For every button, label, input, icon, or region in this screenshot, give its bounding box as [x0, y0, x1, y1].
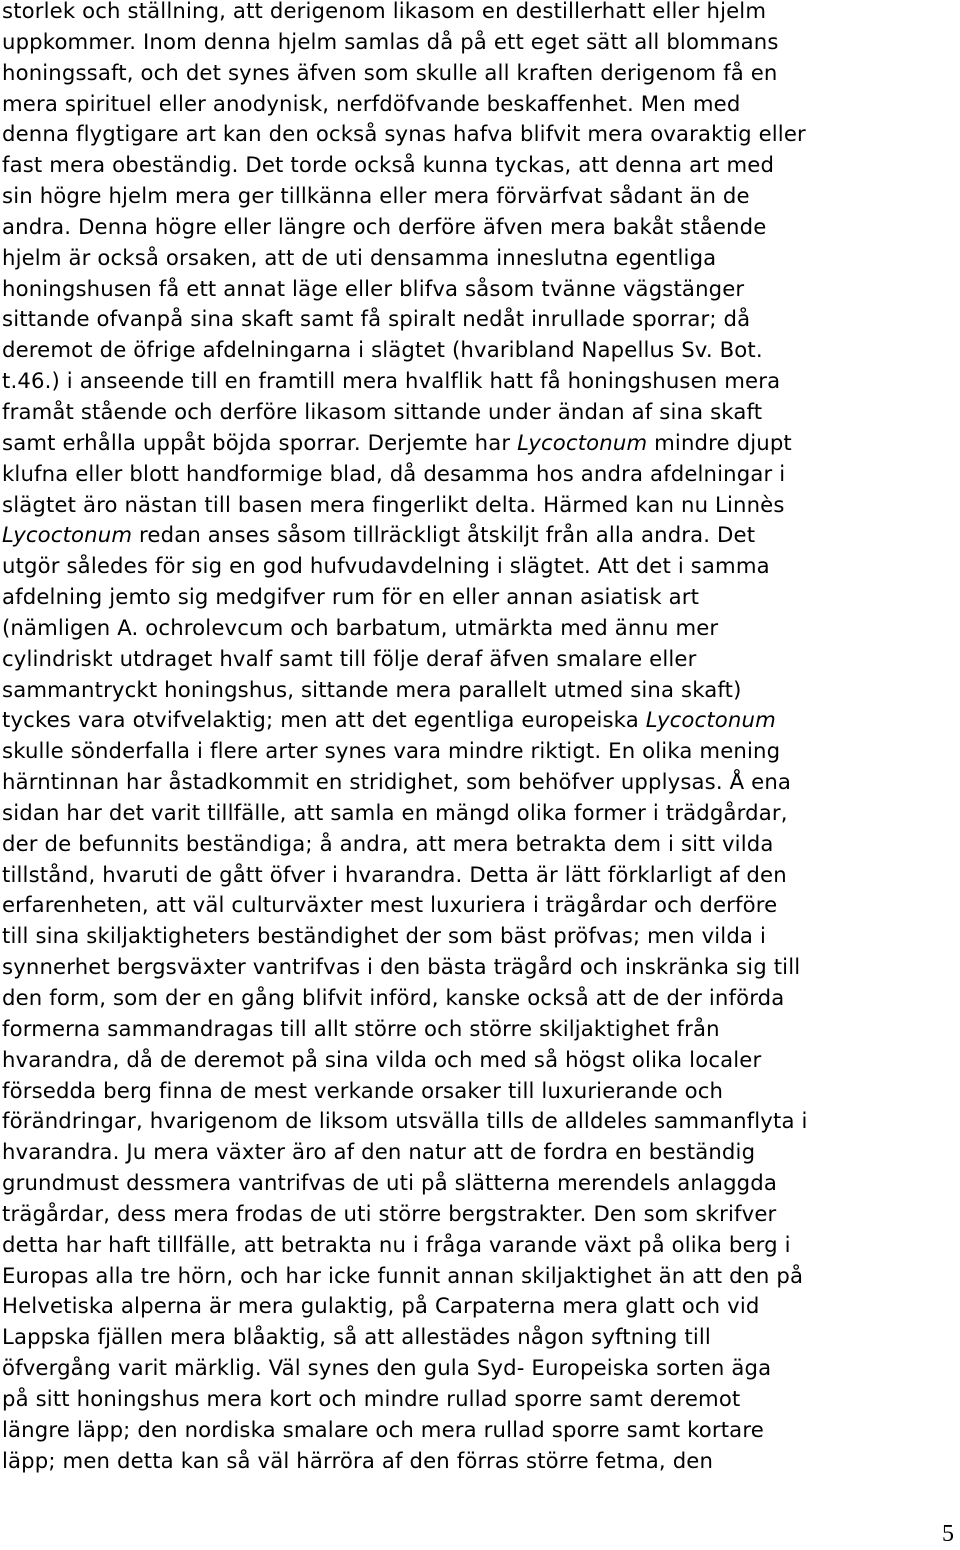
text-line: [2, 1076, 958, 1107]
text-line: [2, 428, 958, 459]
text-run: utgör således för sig en god hufvudavdelning i slägtet. Att det i samma: [2, 553, 770, 579]
text-line: [2, 1415, 958, 1446]
text-run: Europas alla tre hörn, och har icke funnit annan skiljaktighet än att den på: [2, 1262, 804, 1288]
text-run: mera spirituel eller anodynisk, nerfdöfvande beskaffenhet. Men med: [2, 90, 741, 116]
text-run: erfarenheten, att väl culturväxter mest luxuriera i trägårdar och derföre: [2, 892, 778, 918]
text-line: [2, 459, 958, 490]
text-run: slägtet äro nästan till basen mera fingerlikt delta. Härmed kan nu Linnès: [2, 491, 785, 517]
text-run: deremot de öfrige afdelningarna i slägtet (hvaribland Napellus Sv. Bot.: [2, 337, 763, 363]
text-line: [2, 1322, 958, 1353]
text-run: tillstånd, hvaruti de gått öfver i hvarandra. Detta är lätt förklarligt af den: [2, 861, 787, 887]
text-run: Lappska fjällen mera blåaktig, så att allestädes någon syftning till: [2, 1324, 711, 1350]
text-line: [2, 119, 958, 150]
text-line: [2, 890, 958, 921]
text-run: fast mera obeständig. Det torde också kunna tyckas, att denna art med: [2, 152, 775, 178]
text-run: framåt stående och derföre likasom sittande under ändan af sina skaft: [2, 398, 763, 424]
text-line: [2, 150, 958, 181]
text-run: cylindriskt utdraget hvalf samt till följe deraf äfven smalare eller: [2, 645, 697, 671]
text-run: samt erhålla uppåt böjda sporrar. Derjemte har: [2, 429, 518, 455]
text-line: [2, 1261, 958, 1292]
text-run: klufna eller blott handformige blad, då desamma hos andra afdelningar i: [2, 460, 786, 486]
text-line: [2, 1106, 958, 1137]
text-run: på sitt honingshus mera kort och mindre rullad sporre samt deremot: [2, 1385, 741, 1411]
text-line: [2, 1384, 958, 1415]
text-run: andra. Denna högre eller längre och derföre äfven mera bakåt stående: [2, 213, 767, 239]
page-number: 5: [942, 1521, 954, 1547]
italic-taxon-name: Lycoctonum: [517, 429, 648, 455]
text-line: [2, 520, 958, 551]
text-run: härntinnan har åstadkommit en stridighet, som behöfver upplysas. Å ena: [2, 769, 792, 795]
text-line: [2, 582, 958, 613]
body-text: [2, 0, 958, 1477]
text-run: formerna sammandragas till allt större och större skiljaktighet från: [2, 1015, 720, 1041]
text-line: [2, 921, 958, 952]
text-line: [2, 644, 958, 675]
text-run: denna flygtigare art kan den också synas hafva blifvit mera ovaraktig eller: [2, 121, 806, 147]
text-run: förändringar, hvarigenom de liksom utsvälla tills de alldeles sammanflyta i: [2, 1108, 808, 1134]
text-line: [2, 89, 958, 120]
text-run: storlek och ställning, att derigenom likasom en destillerhatt eller hjelm: [2, 0, 767, 23]
text-line: [2, 1446, 958, 1477]
text-line: [2, 490, 958, 521]
text-line: [2, 212, 958, 243]
text-line: [2, 705, 958, 736]
text-line: [2, 551, 958, 582]
text-run: hvarandra, då de deremot på sina vilda och med så högst olika localer: [2, 1046, 762, 1072]
text-run: detta har haft tillfälle, att betrakta nu i fråga varande växt på olika berg i: [2, 1231, 791, 1257]
text-run: redan anses såsom tillräckligt åtskiljt från alla andra. Det: [132, 522, 756, 548]
text-line: [2, 1353, 958, 1384]
text-line: [2, 983, 958, 1014]
text-run: der de befunnits beständiga; å andra, att mera betrakta dem i sitt vilda: [2, 830, 774, 856]
text-run: läpp; men detta kan så väl härröra af den förras större fetma, den: [2, 1447, 714, 1473]
text-line: [2, 335, 958, 366]
text-run: trägårdar, dess mera frodas de uti större bergstrakter. Den som skrifver: [2, 1200, 777, 1226]
text-run: öfvergång varit märklig. Väl synes den gula Syd- Europeiska sorten äga: [2, 1355, 772, 1381]
text-run: synnerhet bergsväxter vantrifvas i den bästa trägård och inskränka sig till: [2, 954, 801, 980]
text-run: honingshusen få ett annat läge eller blifva såsom tvänne vägstänger: [2, 275, 745, 301]
text-line: [2, 1168, 958, 1199]
text-run: honingssaft, och det synes äfven som skulle all kraften derigenom få en: [2, 59, 778, 85]
text-run: till sina skiljaktigheters beständighet der som bäst pröfvas; men vilda i: [2, 923, 766, 949]
italic-taxon-name: Lycoctonum: [645, 707, 776, 733]
text-run: hjelm är också orsaken, att de uti densamma inneslutna egentliga: [2, 244, 717, 270]
text-run: längre läpp; den nordiska smalare och mera rullad sporre samt kortare: [2, 1416, 764, 1442]
text-run: Helvetiska alperna är mera gulaktig, på Carpaterna mera glatt och vid: [2, 1293, 760, 1319]
text-line: [2, 1137, 958, 1168]
text-line: [2, 1045, 958, 1076]
text-line: [2, 798, 958, 829]
text-line: [2, 1291, 958, 1322]
text-line: [2, 27, 958, 58]
text-line: [2, 0, 958, 27]
italic-taxon-name: Lycoctonum: [2, 522, 133, 548]
text-run: grundmust dessmera vantrifvas de uti på slätterna merendels anlaggda: [2, 1170, 778, 1196]
text-line: [2, 736, 958, 767]
text-run: sittande ofvanpå sina skaft samt få spiralt nedåt inrullade sporrar; då: [2, 306, 751, 332]
text-run: sammantryckt honingshus, sittande mera parallelt utmed sina skaft): [2, 676, 742, 702]
text-line: [2, 860, 958, 891]
text-run: sidan har det varit tillfälle, att samla en mängd olika former i trädgårdar,: [2, 799, 788, 825]
text-line: [2, 767, 958, 798]
text-line: [2, 397, 958, 428]
text-line: [2, 675, 958, 706]
text-run: uppkommer. Inom denna hjelm samlas då på ett eget sätt all blommans: [2, 28, 779, 54]
text-line: [2, 829, 958, 860]
text-line: [2, 274, 958, 305]
text-line: [2, 1230, 958, 1261]
text-run: tyckes vara otvifvelaktig; men att det egentliga europeiska: [2, 707, 646, 733]
text-run: försedda berg finna de mest verkande orsaker till luxurierande och: [2, 1077, 724, 1103]
text-line: [2, 952, 958, 983]
text-run: mindre djupt: [647, 429, 792, 455]
text-line: [2, 243, 958, 274]
text-line: [2, 181, 958, 212]
text-run: afdelning jemto sig medgifver rum för en eller annan asiatisk art: [2, 584, 700, 610]
text-line: [2, 1014, 958, 1045]
text-run: skulle sönderfalla i flere arter synes vara mindre riktigt. En olika mening: [2, 738, 781, 764]
text-line: [2, 613, 958, 644]
text-line: [2, 1199, 958, 1230]
text-line: [2, 304, 958, 335]
text-run: den form, som der en gång blifvit införd, kanske också att de der införda: [2, 985, 785, 1010]
text-line: [2, 58, 958, 89]
text-run: (nämligen A. ochrolevcum och barbatum, utmärkta med ännu mer: [2, 614, 719, 640]
text-line: [2, 366, 958, 397]
text-run: hvarandra. Ju mera växter äro af den natur att de fordra en beständig: [2, 1139, 756, 1165]
text-run: t.46.) i anseende till en framtill mera hvalflik hatt få honingshusen mera: [2, 368, 781, 394]
text-run: sin högre hjelm mera ger tillkänna eller mera förvärfvat sådant än de: [2, 183, 750, 209]
